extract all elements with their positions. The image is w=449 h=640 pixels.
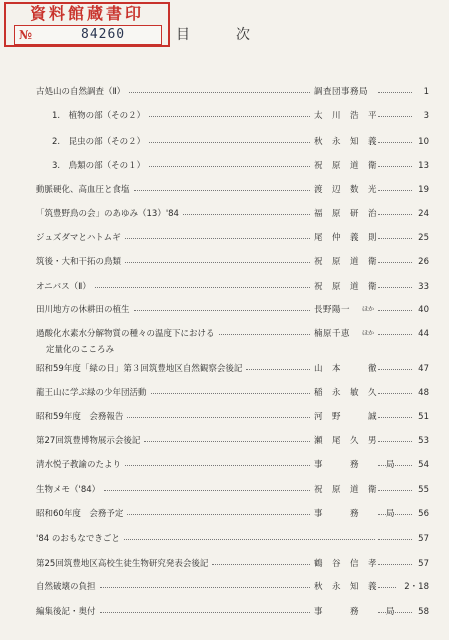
toc-page-leader bbox=[378, 238, 412, 239]
toc-entry-title: 自然破壊の負担 bbox=[36, 582, 96, 592]
toc-leader bbox=[124, 539, 375, 540]
toc-entry-title: 龍王山に学ぶ緑の少年団活動 bbox=[36, 388, 147, 398]
toc-entry-page: 51 bbox=[418, 412, 429, 422]
toc-entry-title: 過酸化水素水分解物質の種々の温度下における bbox=[36, 329, 215, 339]
stamp-title: 資料館蔵書印 bbox=[29, 4, 144, 23]
toc-entry-title: 1. 植物の部（その２） bbox=[52, 111, 146, 121]
toc-page-leader bbox=[378, 539, 412, 540]
toc-leader bbox=[219, 334, 310, 335]
toc-leader bbox=[95, 287, 310, 288]
toc-page-leader bbox=[378, 287, 412, 288]
toc-entry-page: 57 bbox=[418, 559, 429, 569]
toc-page-leader bbox=[378, 564, 412, 565]
toc-entry-page: 57 bbox=[418, 534, 429, 544]
toc-entry-title: オニバス（Ⅱ） bbox=[36, 282, 91, 292]
toc-entry-author: 長野陽一 bbox=[314, 305, 351, 315]
toc-leader bbox=[100, 612, 310, 613]
toc-page-leader bbox=[378, 166, 412, 167]
toc-entry-page: 1 bbox=[423, 87, 429, 97]
toc-entry-author: 鶴 谷 信 孝 bbox=[314, 559, 378, 569]
toc-entry-page: 19 bbox=[418, 185, 429, 195]
toc-page-leader bbox=[378, 262, 412, 263]
toc-entry bbox=[0, 433, 449, 449]
toc-leader bbox=[127, 514, 310, 515]
toc-leader bbox=[134, 190, 310, 191]
toc-entry-title: 田川地方の休耕田の植生 bbox=[36, 305, 130, 315]
toc-entry-page: 56 bbox=[418, 509, 429, 519]
toc-entry-author: 事 務 局 bbox=[314, 509, 396, 519]
toc-page-leader bbox=[378, 190, 412, 191]
toc-entry-author: 祝 原 道 衛 bbox=[314, 485, 378, 495]
toc-page-leader bbox=[378, 441, 412, 442]
toc-entry-page: 44 bbox=[418, 329, 429, 339]
toc-entry bbox=[0, 254, 449, 270]
toc-entry-title: 「筑豊野鳥の会」のあゆみ（13）'84 bbox=[36, 209, 179, 219]
toc-entry-title: 編集後記・奥付 bbox=[36, 607, 96, 617]
toc-entry bbox=[0, 134, 449, 150]
toc-page-leader bbox=[378, 310, 412, 311]
toc-entry-title: 昭和59年度 会務報告 bbox=[36, 412, 124, 422]
toc-entry bbox=[0, 279, 449, 295]
toc-entry bbox=[0, 361, 449, 377]
toc-entry-title: 動脈硬化、高血圧と食塩 bbox=[36, 185, 130, 195]
toc-page-leader bbox=[378, 92, 412, 93]
toc-entry-page: 47 bbox=[418, 364, 429, 374]
toc-entry-title: 第27回筑豊博物展示会後記 bbox=[36, 436, 141, 446]
toc-leader bbox=[100, 587, 310, 588]
toc-leader bbox=[134, 310, 310, 311]
toc-entry-author: 祝 原 道 衛 bbox=[314, 161, 378, 171]
toc-heading-right: 次 bbox=[236, 27, 250, 43]
toc-entry bbox=[0, 108, 449, 124]
toc-entry-title: 清水悦子教諭のたより bbox=[36, 460, 122, 470]
toc-leader bbox=[149, 166, 310, 167]
toc-page-leader bbox=[378, 514, 412, 515]
toc-leader bbox=[129, 92, 310, 93]
toc-entry-author: 尾 仲 義 則 bbox=[314, 233, 378, 243]
toc-leader bbox=[104, 490, 310, 491]
toc-entry bbox=[0, 531, 449, 547]
toc-leader bbox=[127, 417, 310, 418]
toc-entry-title: ジュズダマとハトムギ bbox=[36, 233, 121, 243]
toc-entry-author: 祝 原 道 衛 bbox=[314, 257, 378, 267]
toc-entry-title: 2. 昆虫の部（その２） bbox=[52, 137, 146, 147]
toc-page-leader bbox=[378, 587, 396, 588]
toc-leader bbox=[246, 369, 310, 370]
toc-entry-page: 25 bbox=[418, 233, 429, 243]
toc-page-leader bbox=[378, 612, 412, 613]
toc-page-leader bbox=[378, 142, 412, 143]
toc-entry-page: 2・18 bbox=[404, 582, 429, 592]
toc-entry bbox=[0, 385, 449, 401]
toc-entry-title: 第25回筑豊地区高校生徒生物研究発表会後記 bbox=[36, 559, 209, 569]
toc-page-leader bbox=[378, 369, 412, 370]
toc-entry-page: 54 bbox=[418, 460, 429, 470]
toc-leader bbox=[183, 214, 310, 215]
toc-entry-author: 秋 永 知 義 bbox=[314, 582, 378, 592]
toc-entry-page: 33 bbox=[418, 282, 429, 292]
toc-entry-page: 58 bbox=[418, 607, 429, 617]
toc-page-leader bbox=[378, 465, 412, 466]
toc-entry-title: 古処山の自然調査（Ⅱ） bbox=[36, 87, 126, 97]
toc-entry-title: 生物メモ（'84） bbox=[36, 485, 101, 495]
toc-entry bbox=[0, 302, 449, 318]
toc-entry-author: 祝 原 道 衛 bbox=[314, 282, 378, 292]
toc-entry-author-suffix: ほか bbox=[362, 330, 375, 337]
toc-page-leader bbox=[378, 393, 412, 394]
toc-leader bbox=[144, 441, 310, 442]
toc-entry-page: 24 bbox=[418, 209, 429, 219]
toc-entry-author: 楠原千恵 bbox=[314, 329, 351, 339]
toc-leader bbox=[212, 564, 310, 565]
toc-entry-author: 稲 永 敏 久 bbox=[314, 388, 378, 398]
toc-leader bbox=[151, 393, 310, 394]
toc-entry-page: 26 bbox=[418, 257, 429, 267]
toc-entry bbox=[0, 506, 449, 522]
toc-entry-author: 渡 辺 数 光 bbox=[314, 185, 378, 195]
toc-entry-author: 山 本 徹 bbox=[314, 364, 378, 374]
toc-entry bbox=[0, 158, 449, 174]
toc-entry-author: 河 野 誠 bbox=[314, 412, 378, 422]
toc-entry bbox=[0, 556, 449, 572]
toc-entry bbox=[0, 457, 449, 473]
toc-page-leader bbox=[378, 417, 412, 418]
toc-entry-page: 3 bbox=[423, 111, 429, 121]
toc-entry bbox=[0, 84, 449, 100]
toc-entry-title: '84 のおもなできごと bbox=[36, 534, 120, 544]
toc-entry-author: 秋 永 知 義 bbox=[314, 137, 378, 147]
toc-entry-author-suffix: ほか bbox=[362, 306, 375, 313]
toc-entry-author: 調査団事務局 bbox=[314, 87, 369, 97]
toc-leader bbox=[149, 142, 310, 143]
toc-entry-page: 13 bbox=[418, 161, 429, 171]
toc-entry bbox=[0, 409, 449, 425]
toc-leader bbox=[125, 262, 310, 263]
toc-leader bbox=[125, 465, 310, 466]
stamp-no-label: № bbox=[19, 28, 33, 42]
toc-entry bbox=[0, 604, 449, 620]
toc-entry bbox=[0, 182, 449, 198]
toc-entry-title: 昭和60年度 会務予定 bbox=[36, 509, 124, 519]
toc-entry bbox=[0, 482, 449, 498]
toc-page-leader bbox=[378, 334, 412, 335]
toc-entry-author: 事 務 局 bbox=[314, 607, 396, 617]
toc-entry bbox=[0, 230, 449, 246]
toc-page-leader bbox=[378, 116, 412, 117]
toc-entry-page: 48 bbox=[418, 388, 429, 398]
toc-leader bbox=[149, 116, 310, 117]
toc-entry-subtitle: 定量化のこころみ bbox=[46, 345, 115, 355]
toc-entry-page: 10 bbox=[418, 137, 429, 147]
toc-entry-author: 福 原 研 治 bbox=[314, 209, 378, 219]
toc-entry-page: 40 bbox=[418, 305, 429, 315]
toc-entry-title: 3. 鳥類の部（その１） bbox=[52, 161, 146, 171]
stamp-number: 84260 bbox=[81, 27, 126, 42]
toc-entry-page: 53 bbox=[418, 436, 429, 446]
toc-leader bbox=[125, 238, 310, 239]
toc-entry bbox=[0, 579, 449, 595]
toc-entry-page: 55 bbox=[418, 485, 429, 495]
toc-page-leader bbox=[378, 214, 412, 215]
toc-entry-author: 太 川 浩 平 bbox=[314, 111, 378, 121]
toc-entry-title: 筑後・大和干拓の鳥類 bbox=[36, 257, 122, 267]
toc-entry-author: 瀬 尾 久 男 bbox=[314, 436, 378, 446]
toc-heading-left: 目 bbox=[176, 27, 190, 43]
toc-entry-title: 昭和59年度「緑の日」第３回筑豊地区自然観察会後記 bbox=[36, 364, 243, 374]
toc-page-leader bbox=[378, 490, 412, 491]
toc-entry bbox=[0, 326, 449, 342]
toc-entry-author: 事 務 局 bbox=[314, 460, 396, 470]
toc-entry bbox=[0, 206, 449, 222]
